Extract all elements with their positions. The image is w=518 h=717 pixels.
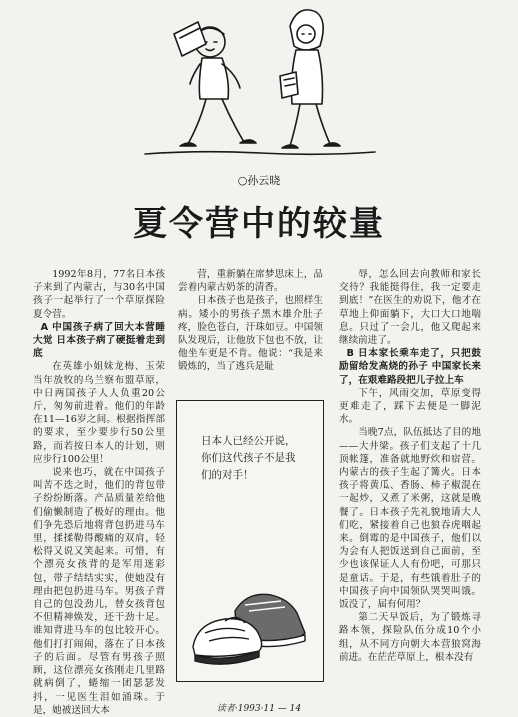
column-2 [178, 268, 323, 374]
paragraph: 说来也巧，就在中国孩子叫苦不迭之时，他们的背包带子纷纷断落。产品质量差给他们偷懒制造了极好的理由。他们争先恐后地将背包扔进马车里，揉揉勒得酸痛的双肩，轻松得又说又笑起来。可惜，有个漂亮女孩背的是军用迷彩包，带子结结实实，使她没有理由把包扔进马车。男孩子背自己的包没劲儿，替女孩背包不但精神焕发，还干劲十足。谁知背进马车的包比较开心。他们打打闹闹，落在了日本孩子的后面。尽管有男孩子照顾，这位漂亮女孩刚走几里路就病倒了，蜷缩一团瑟瑟发抖，一见医生泪如涌珠。于是，她被送回大本 [33, 467, 165, 716]
header-illustration [140, 4, 380, 162]
column-3 [339, 268, 481, 664]
shoes-illustration [185, 551, 315, 671]
paragraph: 辱，怎么回去向教师和家长交待？我能挺得住，我一定要走到底！”在医生的劝说下，他才在草地上仰面躺下，大口大口地喘息。只过了一会儿，他又爬起来继续前进了。 [339, 269, 481, 347]
section-heading-b: B 日本家长乘车走了，只把鼓励留给发高烧的孙子 中国家长来了，在艰难路段把儿子拉上车 [339, 348, 481, 386]
paragraph: 下午，风雨交加，草原变得更难走了，踩下去便是一脚泥水。 [339, 387, 481, 426]
pull-quote: 日本人已经公开说，你们这代孩子不是我们的对手！ [201, 435, 296, 481]
paragraph: 1992年8月，77名日本孩子来到了内蒙古，与30名中国孩子一起举行了一个草原探险夏令营。 [33, 269, 165, 320]
quote-box [176, 400, 324, 682]
column-1 [33, 268, 165, 717]
paragraph: 营，重新躺在席梦思床上，品尝着内蒙古奶茶的清香。 [178, 269, 323, 294]
paragraph: 当晚7点，队伍抵达了目的地——大井梁。孩子们支起了十几顶帐篷，准备就地野炊和宿营。内蒙古的孩子生起了篝火。日本孩子将黄瓜、香肠、柿子椒混在一起炒，又煮了米粥，这就是晚餐了。日本孩子先礼貌地请大人们吃，紧接着自己也狼吞虎咽起来。倒霉的是中国孩子，他们以为会有人把饭送到自己面前，至少也该保证人人有份吧，可那只是童话。于是，有些饿着肚子的中国孩子向中国领队哭哭叫饿。饭没了，届有何用？ [339, 427, 481, 611]
paragraph: 在英雄小姐妹龙梅、玉荣当年放牧的乌兰察布盟草原，中日两国孩子人人负重20公斤，匆匆前进着。他们的年龄在11—16岁之间。根据指挥部的要求，至少要步行50公里路，而若按日本人的计划，则应步行100公里！ [33, 361, 165, 465]
article-title: 夏令营中的较量 [133, 204, 385, 244]
paragraph: 日本孩子也是孩子，也照样生病。矮小的男孩子黑木雄介肚子疼，脸色苍白，汗珠如豆。中国领队发现后，让他放下包也不放，让他坐车更是不肯。他说：“我是来锻炼的，当了逃兵是耻 [178, 295, 323, 373]
section-heading-a: A 中国孩子病了回大本营睡大觉 日本孩子病了硬挺着走到底 [33, 321, 165, 360]
page-footer: 读者·1993·11 — 14 [216, 704, 302, 714]
quote-box-frame [176, 400, 324, 682]
author-byline: ○孙云晓 [237, 174, 281, 187]
paragraph: 第二天早饭后，为了锻炼寻路本领，探险队伍分成10个小组，从不同方向朝大本营狼窝海前进。在茫茫草原上，根本没有 [339, 612, 481, 663]
